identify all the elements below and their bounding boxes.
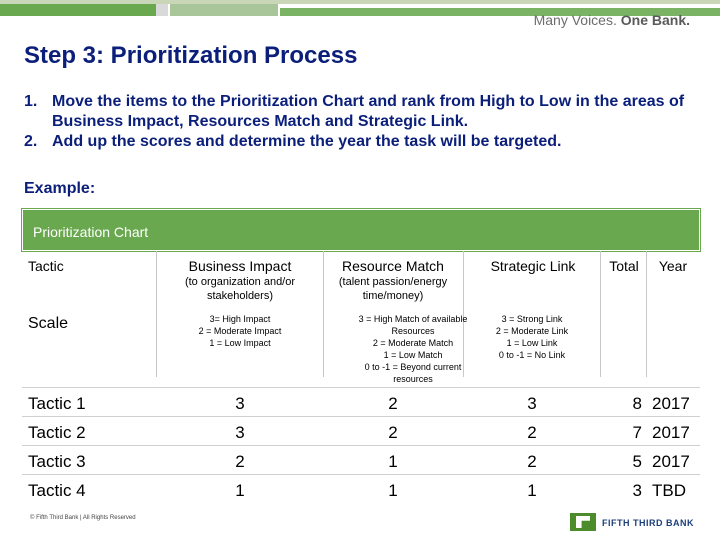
row-year: 2017 [652, 452, 690, 471]
step-number: 2. [24, 133, 38, 150]
step-number: 1. [24, 93, 38, 110]
header-bar-gray [156, 4, 168, 16]
scale-business-line: 1 = Low Impact [209, 338, 271, 348]
chart-grid [22, 251, 700, 505]
page-title: Step 3: Prioritization Process [24, 42, 358, 69]
scale-resource-line: 1 = Low Match [383, 350, 443, 360]
step-item [24, 92, 704, 132]
row-resource: 2 [388, 423, 398, 442]
row-divider [22, 474, 700, 475]
fifth-third-logo [570, 511, 710, 535]
row-divider [22, 416, 700, 417]
header-bar-green [0, 4, 156, 16]
steps-list [24, 92, 704, 152]
scale-label: Scale [28, 315, 69, 332]
step-text: Move the items to the Prioritization Chart and rank from High to Low in the areas of Business Impact, Resources Match and Strategic Link. [52, 93, 685, 130]
row-strategic: 2 [527, 452, 537, 471]
scale-strategic-line: 2 = Moderate Link [495, 326, 569, 336]
prioritization-chart [22, 209, 700, 505]
col-header-strategic: Strategic Link [490, 258, 576, 274]
logo-text: FIFTH THIRD BANK [602, 518, 694, 528]
row-divider [22, 387, 700, 388]
row-tactic: Tactic 4 [28, 481, 86, 500]
col-header-resource [325, 257, 461, 303]
grid-line [156, 251, 157, 377]
scale-strategic-line: 1 = Low Link [506, 338, 558, 348]
row-tactic: Tactic 1 [28, 394, 86, 413]
row-business: 3 [235, 423, 245, 442]
col-header-business-title: Business Impact [188, 258, 292, 274]
row-divider [22, 445, 700, 446]
scale-business-line: 3= High Impact [209, 314, 271, 324]
col-header-year: Year [658, 258, 688, 274]
row-year: TBD [652, 481, 686, 500]
row-total: 5 [632, 452, 642, 471]
row-resource: 1 [388, 481, 398, 500]
row-business: 2 [235, 452, 245, 471]
row-resource: 1 [388, 452, 398, 471]
grid-line [323, 251, 324, 377]
tagline-part2: One Bank. [620, 12, 690, 28]
scale-business [158, 313, 322, 349]
example-label: Example: [24, 180, 96, 197]
copyright-text: © Fifth Third Bank | All Rights Reserved [30, 515, 136, 521]
row-business: 1 [235, 481, 245, 500]
scale-resource-line: 2 = Moderate Match [372, 338, 454, 348]
row-strategic: 2 [527, 423, 537, 442]
row-tactic: Tactic 2 [28, 423, 86, 442]
scale-resource-line: 0 to -1 = Beyond current resources [364, 362, 462, 384]
col-header-tactic: Tactic [28, 258, 64, 274]
chart-header: Prioritization Chart [22, 209, 700, 251]
row-total: 7 [632, 423, 642, 442]
header-bar-light-green [170, 4, 278, 16]
brand-tagline [534, 12, 690, 28]
row-business: 3 [235, 394, 245, 413]
col-header-business-sub: (to organization and/or stakeholders) [184, 276, 296, 302]
col-header-resource-sub: (talent passion/energy time/money) [338, 276, 448, 302]
col-header-business [158, 257, 322, 303]
step-text: Add up the scores and determine the year the task will be targeted. [52, 133, 562, 150]
row-strategic: 1 [527, 481, 537, 500]
row-year: 2017 [652, 423, 690, 442]
bank-logo-icon [570, 513, 596, 531]
col-header-resource-title: Resource Match [342, 258, 444, 274]
tagline-part1: Many Voices. [533, 12, 617, 28]
scale-business-line: 2 = Moderate Impact [198, 326, 282, 336]
col-header-total: Total [609, 258, 639, 274]
row-total: 3 [632, 481, 642, 500]
row-resource: 2 [388, 394, 398, 413]
row-strategic: 3 [527, 394, 537, 413]
scale-resource-line: 3 = High Match of available Resources [358, 314, 468, 336]
row-tactic: Tactic 3 [28, 452, 86, 471]
scale-resource [348, 313, 478, 385]
grid-line [600, 251, 601, 377]
scale-strategic-line: 3 = Strong Link [501, 314, 563, 324]
grid-line [646, 251, 647, 377]
step-item [24, 132, 704, 152]
row-total: 8 [632, 394, 642, 413]
row-year: 2017 [652, 394, 690, 413]
scale-strategic-line: 0 to -1 = No Link [498, 350, 566, 360]
scale-strategic [465, 313, 599, 361]
